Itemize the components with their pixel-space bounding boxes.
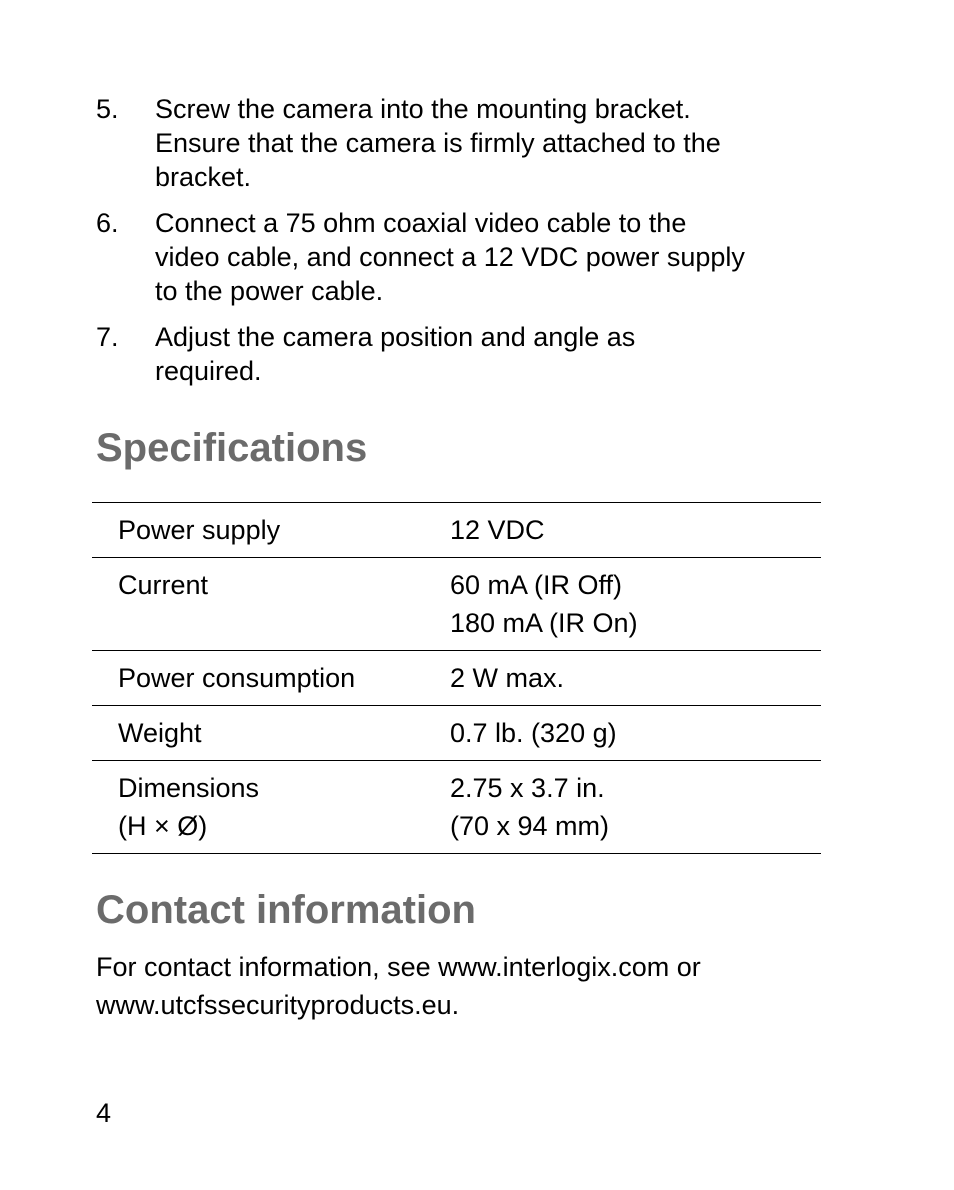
spec-value-line: 2.75 x 3.7 in. [450,773,605,803]
contact-text-line: For contact information, see www.interlogix.com or [96,952,701,982]
step-5 [96,92,826,194]
step-text-line: Ensure that the camera is firmly attached to the [155,128,721,158]
specifications-heading: Specifications [96,426,368,470]
table-row [92,651,821,706]
table-row [92,761,821,854]
step-6 [96,206,826,308]
step-text [155,206,826,308]
spec-value [450,651,821,706]
spec-label [92,558,450,651]
spec-label [92,503,450,558]
spec-value-line: 180 mA (IR On) [450,608,638,638]
spec-value-line: 2 W max. [450,663,565,693]
step-text-line: Screw the camera into the mounting bracket. [155,94,691,124]
specifications-table [92,502,821,854]
spec-value-line: 60 mA (IR Off) [450,570,623,600]
spec-value [450,558,821,651]
step-text-line: bracket. [155,162,252,192]
step-number: 6. [96,208,119,238]
step-number: 5. [96,94,119,124]
spec-label-line: Current [118,570,209,600]
spec-label [92,761,450,854]
table-row [92,503,821,558]
spec-label-line: Dimensions [118,773,260,803]
spec-label-line: (H × Ø) [118,811,208,841]
step-text [155,92,826,194]
step-text-line: required. [155,356,262,386]
table-row [92,558,821,651]
step-text-line: Adjust the camera position and angle as [155,322,636,352]
spec-value [450,706,821,761]
step-text [155,320,826,388]
spec-value [450,503,821,558]
spec-label [92,706,450,761]
spec-label [92,651,450,706]
step-text-line: Connect a 75 ohm coaxial video cable to the [155,208,687,238]
spec-label-line: Power consumption [118,663,356,693]
spec-value-line: 12 VDC [450,515,545,545]
spec-value-line: 0.7 lb. (320 g) [450,718,617,748]
step-7 [96,320,826,388]
step-number: 7. [96,322,119,352]
spec-label-line: Power supply [118,515,281,545]
table-row [92,706,821,761]
step-text-line: video cable, and connect a 12 VDC power supply [155,242,745,272]
contact-heading: Contact information [96,888,476,932]
spec-value [450,761,821,854]
page-number: 4 [96,1098,112,1128]
contact-text-line: www.utcfssecurityproducts.eu. [96,990,460,1020]
spec-label-line: Weight [118,718,202,748]
spec-value-line: (70 x 94 mm) [450,811,610,841]
contact-text [96,948,856,1024]
step-text-line: to the power cable. [155,276,384,306]
installation-steps [96,92,826,400]
